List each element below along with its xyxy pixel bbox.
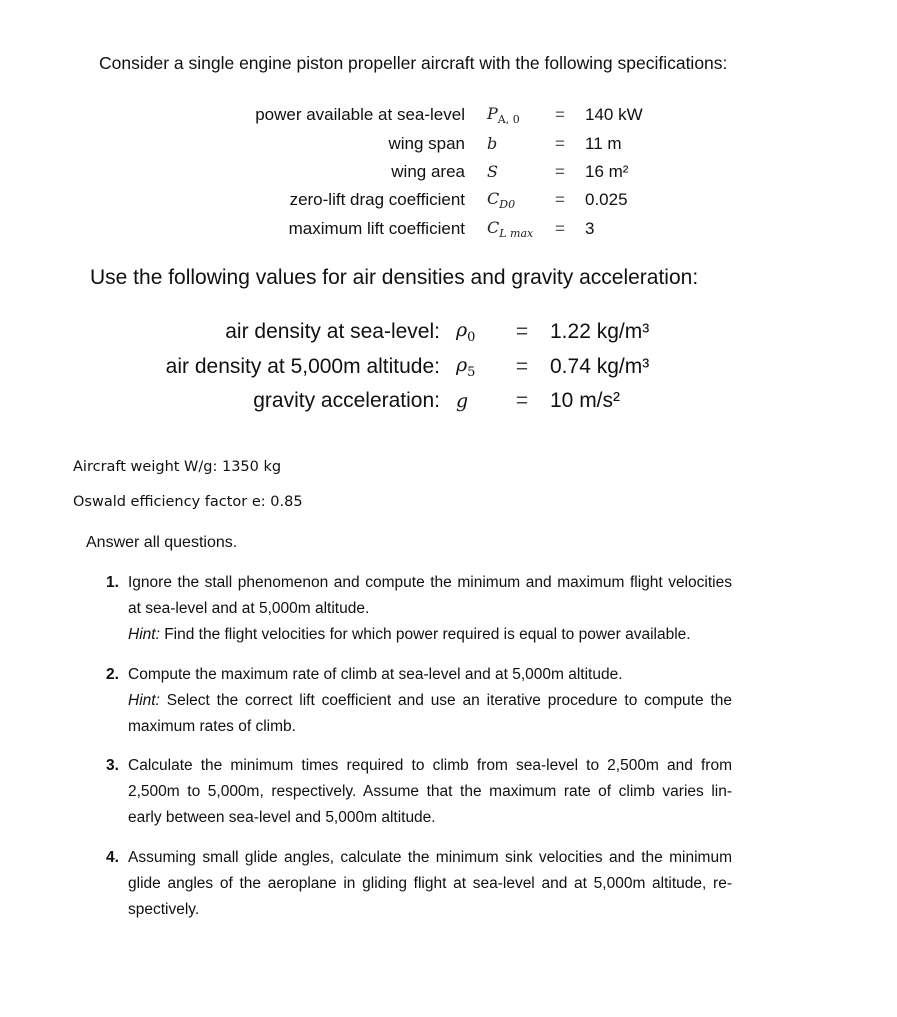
spec-label: power available at sea-level [255, 105, 465, 125]
spec-row [200, 129, 643, 157]
question-number: 3. [106, 757, 119, 774]
spec-symbol: $C_{L max}$ [487, 217, 534, 240]
density-label: air density at 5,000m altitude: [165, 354, 440, 378]
spec-row [200, 101, 643, 129]
spec-value: 11 m [585, 133, 622, 153]
equals-sign: = [555, 190, 565, 210]
density-label: gravity acceleration: [253, 389, 440, 413]
equals-sign: = [515, 320, 529, 344]
question-text: 2,500m to 5,000m, respectively. Assume that the maximum rate of climb varies lin- [128, 782, 732, 800]
spec-symbol: b [487, 134, 498, 154]
density-symbol: $\rho_0$ [456, 319, 476, 346]
aircraft-weight: Aircraft weight W/g: 1350 kg [73, 459, 282, 475]
density-label: air density at sea-level: [225, 320, 440, 344]
question-text: spectively. [128, 900, 200, 918]
specifications-table [200, 101, 643, 243]
question-text: Ignore the stall phenomenon and compute the minimum and maximum flight velocities [128, 574, 732, 591]
question-text: glide angles of the aeroplane in gliding flight at sea-level and at 5,000m altitude, re- [128, 874, 732, 892]
equals-sign: = [555, 133, 565, 153]
hint [128, 688, 732, 714]
answer-instruction: Answer all questions. [86, 534, 238, 551]
density-row [140, 350, 649, 385]
density-row [140, 315, 649, 350]
spec-row [200, 158, 643, 186]
question-4 [106, 845, 732, 922]
spec-symbol: $C_{D0}$ [487, 189, 516, 212]
question-2 [106, 662, 732, 739]
spec-value: 140 kW [585, 105, 643, 125]
equals-sign: = [515, 354, 529, 378]
hint-label: Hint: [128, 625, 160, 643]
hint-label: Hint: [128, 691, 160, 709]
question-number: 2. [106, 666, 119, 683]
hint-text: Select the correct lift coefficient and use an iterative procedure to compute the [166, 691, 733, 709]
density-row [140, 384, 649, 419]
spec-symbol: $P_{A, 0}$ [487, 104, 520, 127]
spec-row [200, 215, 643, 243]
spec-label: wing area [391, 161, 465, 181]
question-text: at sea-level and at 5,000m altitude. [128, 599, 370, 617]
spec-symbol: S [487, 162, 498, 182]
hint-text: Find the flight velocities for which power required is equal to power available. [164, 625, 691, 643]
density-symbol: g [456, 390, 469, 413]
spec-row [200, 186, 643, 214]
spec-value: 0.025 [585, 190, 628, 210]
densities-table [140, 315, 649, 419]
density-value: 0.74 kg/m³ [550, 354, 650, 378]
question-text: early between sea-level and 5,000m altitude. [128, 808, 436, 826]
oswald-factor: Oswald efficiency factor e: 0.85 [73, 494, 303, 510]
spec-label: zero-lift drag coefficient [289, 190, 465, 210]
equals-sign: = [515, 389, 529, 413]
density-value: 10 m/s² [550, 389, 621, 413]
question-text: Calculate the minimum times required to climb from sea-level to 2,500m and from [128, 757, 732, 774]
density-value: 1.22 kg/m³ [550, 320, 650, 344]
question-number: 4. [106, 849, 119, 866]
hint [128, 622, 732, 648]
spec-label: wing span [388, 133, 465, 153]
question-number: 1. [106, 574, 119, 591]
equals-sign: = [555, 218, 565, 238]
spec-value: 3 [585, 218, 595, 238]
spec-label: maximum lift coefficient [288, 218, 465, 238]
spec-value: 16 m² [585, 161, 629, 181]
equals-sign: = [555, 161, 565, 181]
intro-text: Consider a single engine piston propeller aircraft with the following specifications: [99, 53, 728, 73]
question-3 [106, 753, 732, 830]
densities-heading: Use the following values for air densities and gravity acceleration: [90, 266, 699, 289]
density-symbol: $\rho_5$ [456, 353, 476, 380]
equals-sign: = [555, 105, 565, 125]
question-1 [106, 570, 732, 647]
hint-text: maximum rates of climb. [128, 717, 296, 735]
question-text: Assuming small glide angles, calculate the minimum sink velocities and the minimum [128, 849, 732, 866]
question-text: Compute the maximum rate of climb at sea-level and at 5,000m altitude. [128, 666, 623, 683]
